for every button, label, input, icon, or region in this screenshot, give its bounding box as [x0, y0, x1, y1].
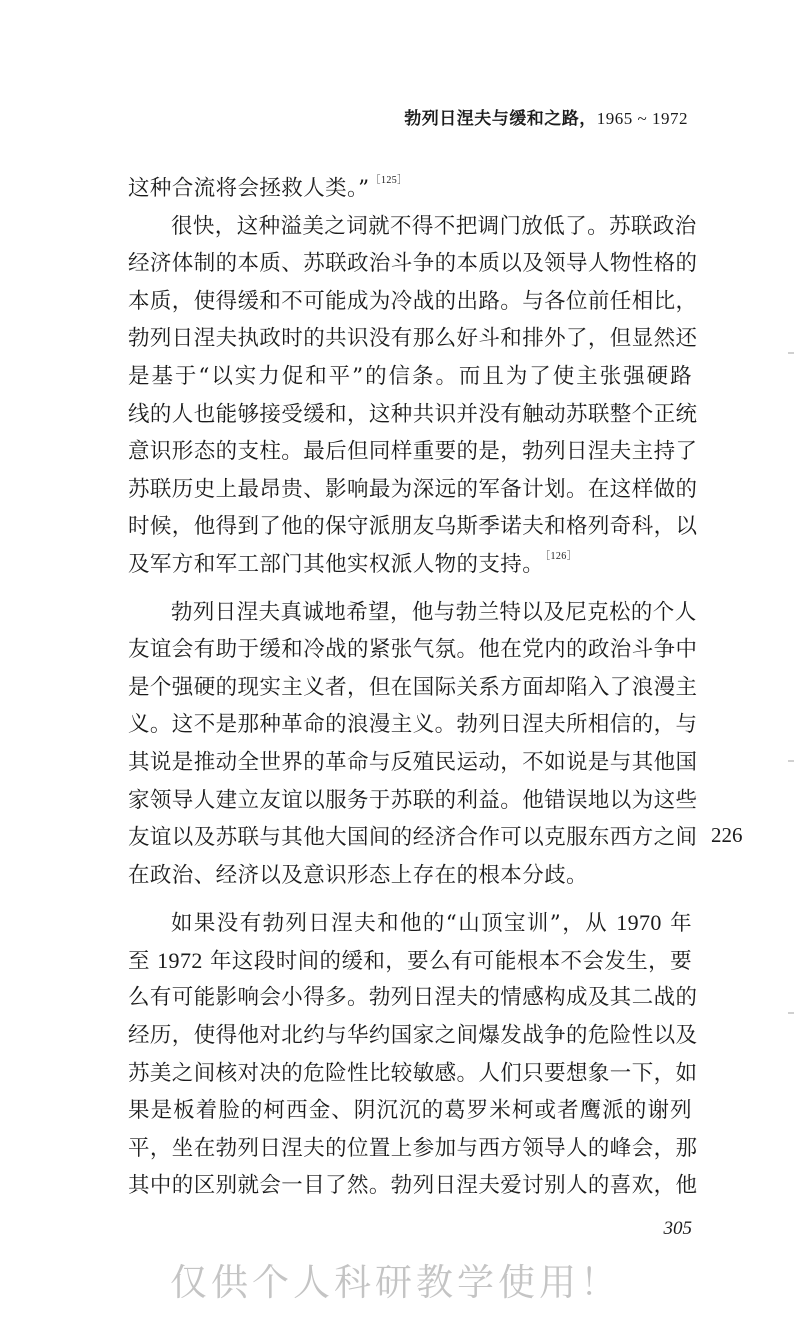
scan-edge-mark — [788, 760, 794, 762]
scan-edge-mark — [788, 1012, 794, 1014]
text-line: 果是板着脸的柯西金、阴沉沉的葛罗米柯或者鹰派的谢列 — [128, 1098, 692, 1124]
text-line: 经济体制的本质、苏联政治斗争的本质以及领导人物性格的 — [128, 251, 698, 277]
text-line: 在政治、经济以及意识形态上存在的根本分歧。 — [128, 862, 588, 888]
text-line: 经历，使得他对北约与华约国家之间爆发战争的危险性以及 — [128, 1023, 698, 1049]
text-line: 苏美之间核对决的危险性比较敏感。人们只要想象一下，如 — [128, 1060, 698, 1086]
text-line: 勃列日涅夫真诚地希望，他与勃兰特以及尼克松的个人 — [171, 599, 697, 625]
paragraph-gap — [128, 894, 692, 904]
text-line: 本质，使得缓和不可能成为冷战的出路。与各位前任相比， — [128, 288, 698, 314]
text-line: 很快，这种溢美之词就不得不把调门放低了。苏联政治 — [171, 213, 697, 239]
text-line: 么有可能影响会小得多。勃列日涅夫的情感构成及其二战的 — [128, 985, 698, 1011]
text-line: 意识形态的支柱。最后但同样重要的是，勃列日涅夫主持了 — [128, 439, 698, 465]
text-line: 是个强硬的现实主义者，但在国际关系方面却陷入了浪漫主 — [128, 674, 698, 700]
year-number: 1970 — [616, 910, 662, 936]
citation-marker: ［125］ — [370, 175, 408, 186]
watermark: 仅供个人科研教学使用！ — [170, 1261, 621, 1304]
text-line: 线的人也能够接受缓和，这种共识并没有触动苏联整个正统 — [128, 401, 698, 427]
text-line: 勃列日涅夫执政时的共识没有那么好斗和排外了，但显然还 — [128, 326, 698, 352]
text-line: 这种合流将会拯救人类。”$^{[125]}$ — [128, 175, 408, 201]
page-number: 305 — [663, 1218, 692, 1239]
paragraph-gap — [128, 584, 692, 594]
text-line: 家领导人建立友谊以服务于苏联的利益。他错误地以为这些 — [128, 787, 698, 813]
citation-marker: ［126］ — [545, 550, 578, 562]
year-number: 1972 — [157, 947, 203, 973]
text-line: 是基于“以实力促和平”的信条。而且为了使主张强硬路 — [128, 363, 692, 389]
running-header-title: 勃列日涅夫与缓和之路， — [404, 109, 597, 129]
text-line: 苏联历史上最昂贵、影响最为深远的军备计划。在这样做的 — [128, 476, 698, 502]
text-line: 至 1972 年这段时间的缓和，要么有可能根本不会发生，要 — [128, 947, 692, 974]
body-text — [128, 170, 698, 1205]
text-line: 时候，他得到了他的保守派朋友乌斯季诺夫和格列奇科，以 — [128, 514, 698, 540]
text-line: 如果没有勃列日涅夫和他的“山顶宝训”，从 1970 年 — [171, 910, 692, 937]
scan-edge-mark — [788, 352, 794, 354]
text-line: 友谊会有助于缓和冷战的紧张气氛。他在党内的政治斗争中 — [128, 637, 698, 663]
margin-page-reference: 226 — [711, 823, 743, 847]
text-line: 义。这不是那种革命的浪漫主义。勃列日涅夫所相信的，与 — [128, 712, 698, 738]
text-line: 平，坐在勃列日涅夫的位置上参加与西方领导人的峰会，那 — [128, 1135, 698, 1161]
text-line: 友谊以及苏联与其他大国间的经济合作可以克服东西方之间 — [128, 825, 698, 851]
text-line: 其中的区别就会一目了然。勃列日涅夫爱讨别人的喜欢，他 — [128, 1173, 698, 1199]
text-line: 其说是推动全世界的革命与反殖民运动，不如说是与其他国 — [128, 749, 698, 775]
running-header — [404, 104, 688, 129]
running-header-years: 1965 ~ 1972 — [596, 109, 688, 128]
text-line: 及军方和军工部门其他实权派人物的支持。$^{[126]}$ — [128, 550, 578, 577]
